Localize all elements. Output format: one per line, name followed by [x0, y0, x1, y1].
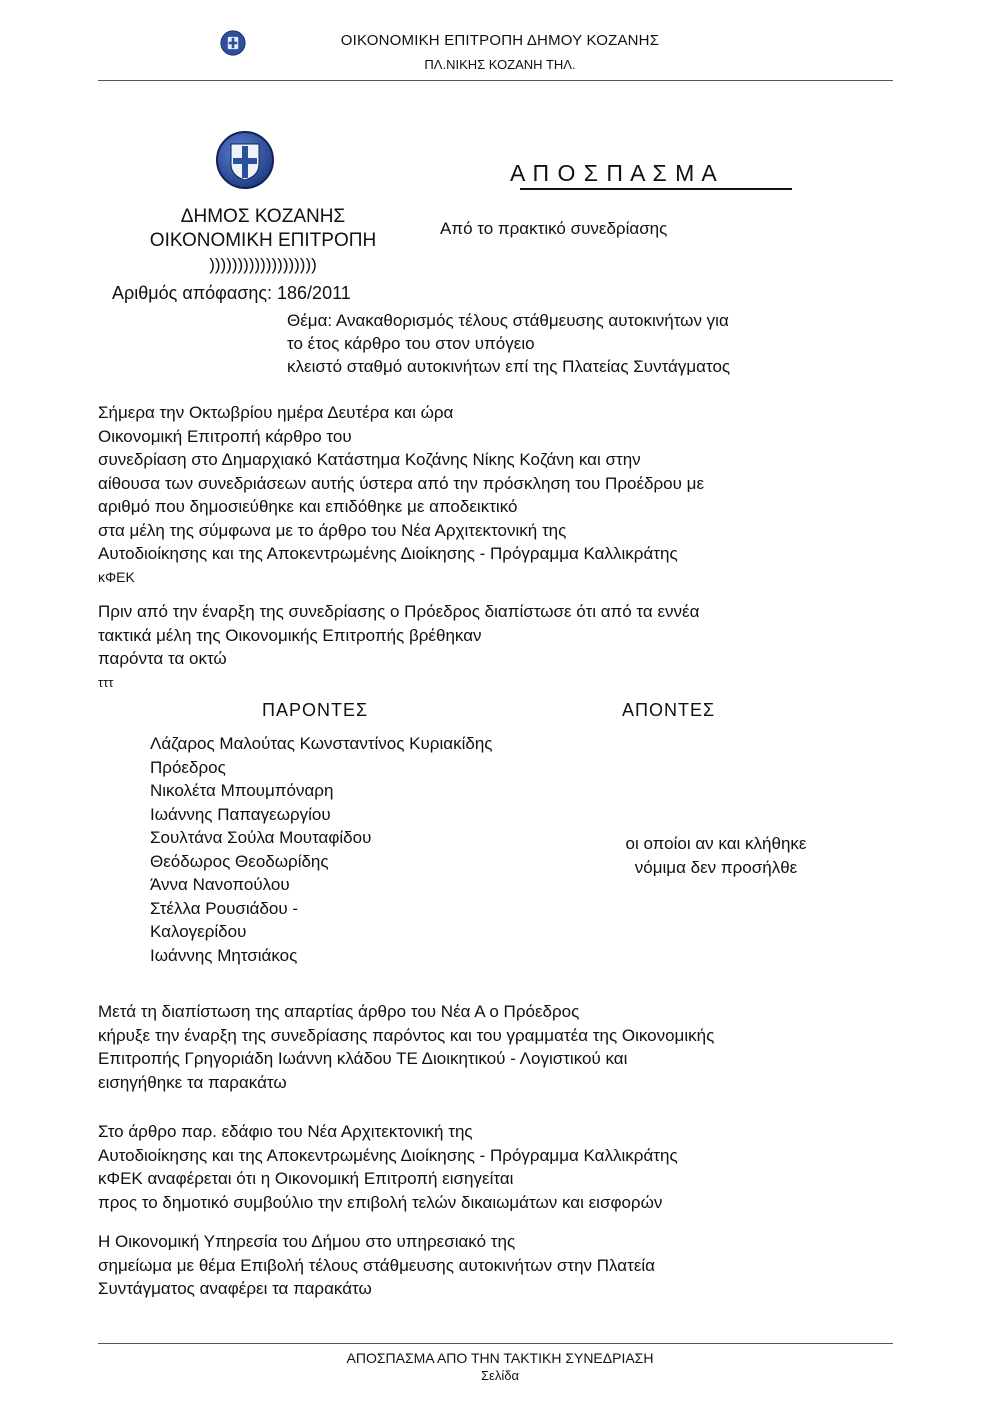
document-title: Α Π Ο Σ Π Α Σ Μ Α: [510, 160, 718, 186]
service-paragraph: [98, 1230, 906, 1301]
paragraph-line: Σήμερα την Οκτωβρίου ημέρα Δευτέρα και ώρα: [98, 403, 454, 422]
paragraph-line: προς το δημοτικό συμβούλιο την επιβολή τελών δικαιωμάτων και εισφορών: [98, 1192, 663, 1212]
subject-line: το έτος κάρθρο του στον υπόγειο: [287, 334, 535, 353]
issuer-municipality: ΔΗΜΟΣ ΚΟΖΑΝΗΣ: [180, 206, 346, 227]
paragraph-line: κΦΕΚ αναφέρεται ότι η Οικονομική Επιτροπή εισηγείται: [98, 1169, 514, 1188]
paragraph-line: κΦΕΚ: [98, 568, 135, 585]
footer-title: ΑΠΟΣΠΑΣΜΑ ΑΠΟ ΤΗΝ ΤΑΚΤΙΚΗ ΣΥΝΕΔΡΙΑΣΗ: [346, 1350, 654, 1366]
paragraph-line: συνεδρίαση στο Δημαρχιακό Κατάστημα Κοζάνης Νίκης Κοζάνη και στην: [98, 450, 641, 469]
paragraph-line: αίθουσα των συνεδριάσεων αυτής ύστερα από την πρόσκληση του Προέδρου με: [98, 473, 705, 493]
list-item: Σουλτάνα Σούλα Μουταφίδου: [150, 828, 372, 847]
header-address: ΠΛ.ΝΙΚΗΣ ΚΟΖΑΝΗ ΤΗΛ.: [424, 57, 576, 72]
paragraph-line: αριθμό που δημοσιεύθηκε και επιδόθηκε με αποδεικτικό: [98, 497, 518, 516]
paragraph-line: σημείωμα με θέμα Επιβολή τέλους στάθμευσης αυτοκινήτων στην Πλατεία: [98, 1255, 655, 1275]
intro-paragraph: [98, 401, 906, 589]
present-list: [150, 732, 550, 967]
list-item: Νικολέτα Μπουμπόναρη: [150, 781, 334, 800]
header-title: ΟΙΚΟΝΟΜΙΚΗ ΕΠΙΤΡΟΠΗ ΔΗΜΟΥ ΚΟΖΑΝΗΣ: [340, 32, 660, 49]
list-item: Θεόδωρος Θεοδωρίδης: [150, 851, 329, 871]
quorum-paragraph: [98, 600, 906, 694]
paragraph-line: Μετά τη διαπίστωση της απαρτίας άρθρο του Νέα Α ο Πρόεδρος: [98, 1002, 580, 1021]
paragraph-line: παρόντα τα οκτώ: [98, 649, 227, 668]
paragraph-line: Στο άρθρο παρ. εδάφιο του Νέα Αρχιτεκτονική της: [98, 1122, 473, 1141]
title-underline: [520, 188, 792, 190]
opening-paragraph: [98, 1000, 906, 1094]
list-item: Άννα Νανοπούλου: [150, 875, 290, 894]
list-item: Πρόεδρος: [150, 757, 226, 777]
paragraph-line: Συντάγματος αναφέρει τα παρακάτω: [98, 1279, 372, 1298]
paragraph-line: Επιτροπής Γρηγοριάδη Ιωάννη κλάδου ΤΕ Διοικητικού - Λογιστικού και: [98, 1049, 628, 1068]
extract-line: Από το πρακτικό συνεδρίασης: [440, 219, 668, 238]
paragraph-line: κήρυξε την έναρξη της συνεδρίασης παρόντος και του γραμματέα της Οικονομικής: [98, 1025, 715, 1045]
decision-number: Αριθμός απόφασης: 186/2011: [112, 283, 351, 303]
list-item: Ιωάννης Παπαγεωργίου: [150, 804, 331, 824]
greek-coat-of-arms-icon: [215, 130, 275, 190]
paragraph-line: τακτικά μέλη της Οικονομικής Επιτροπής βρέθηκαν: [98, 625, 482, 645]
issuer-committee: ΟΙΚΟΝΟΜΙΚΗ ΕΠΙΤΡΟΠΗ: [149, 230, 377, 251]
absent-list: [556, 832, 876, 879]
paragraph-line: Οικονομική Επιτροπή κάρθρο του: [98, 426, 352, 446]
list-item: Στέλλα Ρουσιάδου -: [150, 898, 299, 918]
header-divider: [98, 80, 893, 81]
list-item: νόμιμα δεν προσήλθε: [634, 857, 798, 877]
subject: [287, 309, 907, 378]
article-paragraph: [98, 1120, 906, 1214]
paragraph-line: Αυτοδιοίκησης και της Αποκεντρωμένης Διοίκησης - Πρόγραμμα Καλλικράτης: [98, 544, 678, 563]
paragraph-line: εισηγήθηκε τα παρακάτω: [98, 1072, 287, 1092]
paragraph-line: στα μέλη της σύμφωνα με το άρθρο του Νέα Αρχιτεκτονική της: [98, 520, 567, 540]
subject-line: κλειστό σταθμό αυτοκινήτων επί της Πλατείας Συντάγματος: [287, 357, 731, 376]
list-item: Ιωάννης Μητσιάκος: [150, 945, 298, 965]
issuer-block: [98, 205, 428, 277]
list-item: οι οποίοι αν και κλήθηκε: [625, 834, 807, 853]
paragraph-line: Η Οικονομική Υπηρεσία του Δήμου στο υπηρεσιακό της: [98, 1232, 516, 1251]
list-item: Λάζαρος Μαλούτας Κωνσταντίνος Κυριακίδης: [150, 734, 493, 753]
absent-heading: ΑΠΟΝΤΕΣ: [622, 700, 716, 720]
list-item: Καλογερίδου: [150, 922, 247, 941]
subject-line: Θέμα: Ανακαθορισμός τέλους στάθμευσης αυτοκινήτων για: [287, 311, 729, 330]
page-number: Σελίδα: [481, 1368, 519, 1383]
paragraph-line: Πριν από την έναρξη της συνεδρίασης ο Πρόεδρος διαπίστωσε ότι από τα εννέα: [98, 602, 700, 621]
paragraph-line: τττ: [98, 674, 114, 690]
issuer-separator: ))))))))))))))))))): [209, 255, 317, 274]
paragraph-line: Αυτοδιοίκησης και της Αποκεντρωμένης Διοίκησης - Πρόγραμμα Καλλικράτης: [98, 1145, 678, 1165]
present-heading: ΠΑΡΟΝΤΕΣ: [262, 700, 369, 720]
footer-divider: [98, 1343, 893, 1344]
